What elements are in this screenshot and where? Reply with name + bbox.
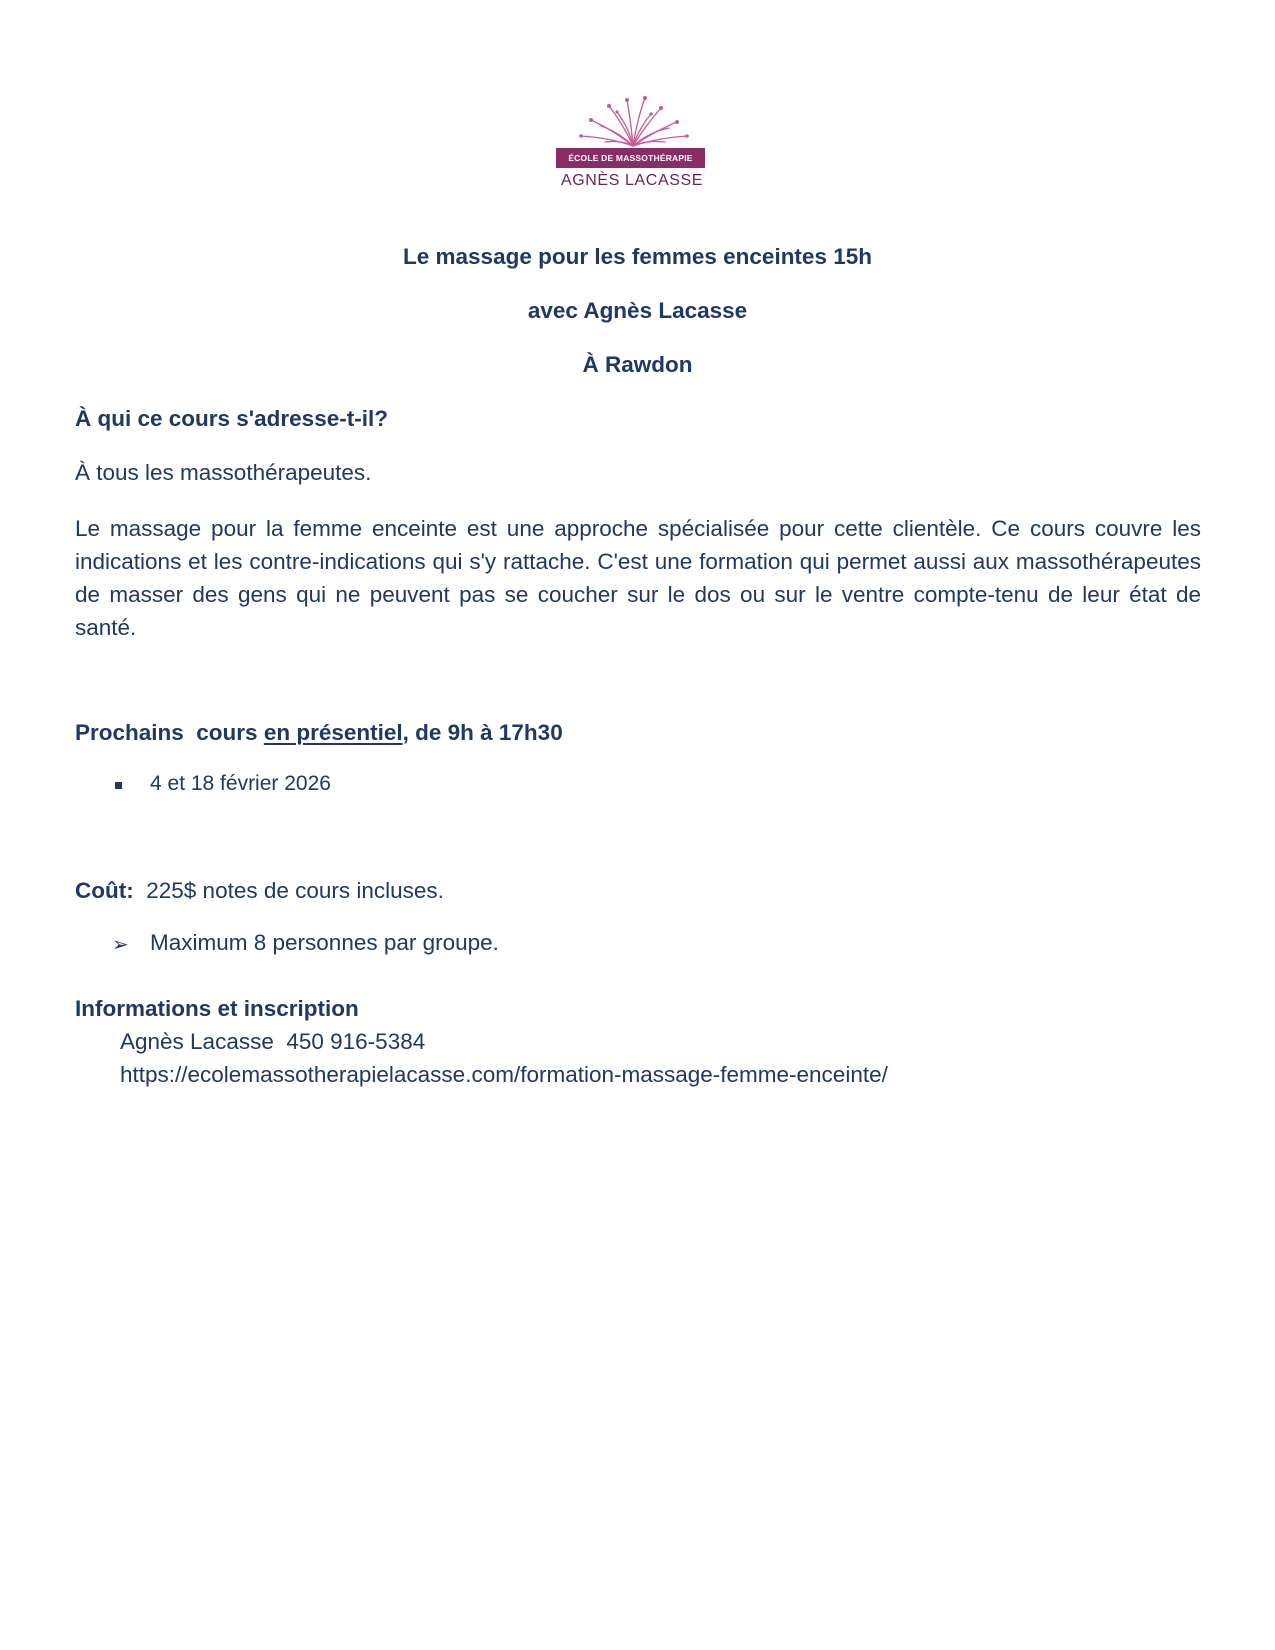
schedule-mode: en présentiel — [263, 720, 403, 745]
location-line: À Rawdon — [582, 352, 693, 377]
page-title: Le massage pour les femmes enceintes 15h — [403, 244, 872, 269]
logo-band-text: ÉCOLE DE MASSOTHÉRAPIE — [556, 148, 705, 168]
schedule-heading-start: Prochains cours — [75, 720, 264, 745]
audience-text: À tous les massothérapeutes. — [75, 460, 372, 485]
contact-phone-line: Agnès Lacasse 450 916-5384 — [120, 1029, 426, 1054]
school-logo — [553, 92, 718, 195]
contact-url[interactable]: https://ecolemassotherapielacasse.com/formation-massage-femme-enceinte/ — [120, 1062, 888, 1087]
instructor-line: avec Agnès Lacasse — [527, 298, 748, 323]
schedule-hours: , de 9h à 17h30 — [402, 720, 563, 745]
course-description: Le massage pour la femme enceinte est une approche spécialisée pour cette clientèle. Ce cours couvre les indications et les contre-indications qui s'y rattache. C'est une formation qui permet aussi aux massothérapeutes de masser des gens qui ne peuvent pas se coucher sur le dos ou sur le ventre compte-tenu de leur état de santé. — [75, 516, 1201, 640]
cost-value: 225$ notes de cours incluses. — [146, 878, 444, 903]
audience-heading: À qui ce cours s'adresse-t-il? — [75, 406, 388, 431]
schedule-heading — [75, 720, 563, 746]
square-bullet-icon — [115, 782, 122, 789]
flower-icon — [553, 92, 718, 150]
logo-name: AGNÈS LACASSE — [560, 172, 704, 189]
cost-line — [75, 878, 444, 904]
cost-label: Coût: — [75, 878, 134, 903]
group-size-note: Maximum 8 personnes par groupe. — [150, 930, 499, 955]
course-date: 4 et 18 février 2026 — [150, 772, 331, 795]
contact-heading: Informations et inscription — [75, 996, 359, 1021]
arrow-bullet-icon: ➢ — [112, 934, 129, 956]
